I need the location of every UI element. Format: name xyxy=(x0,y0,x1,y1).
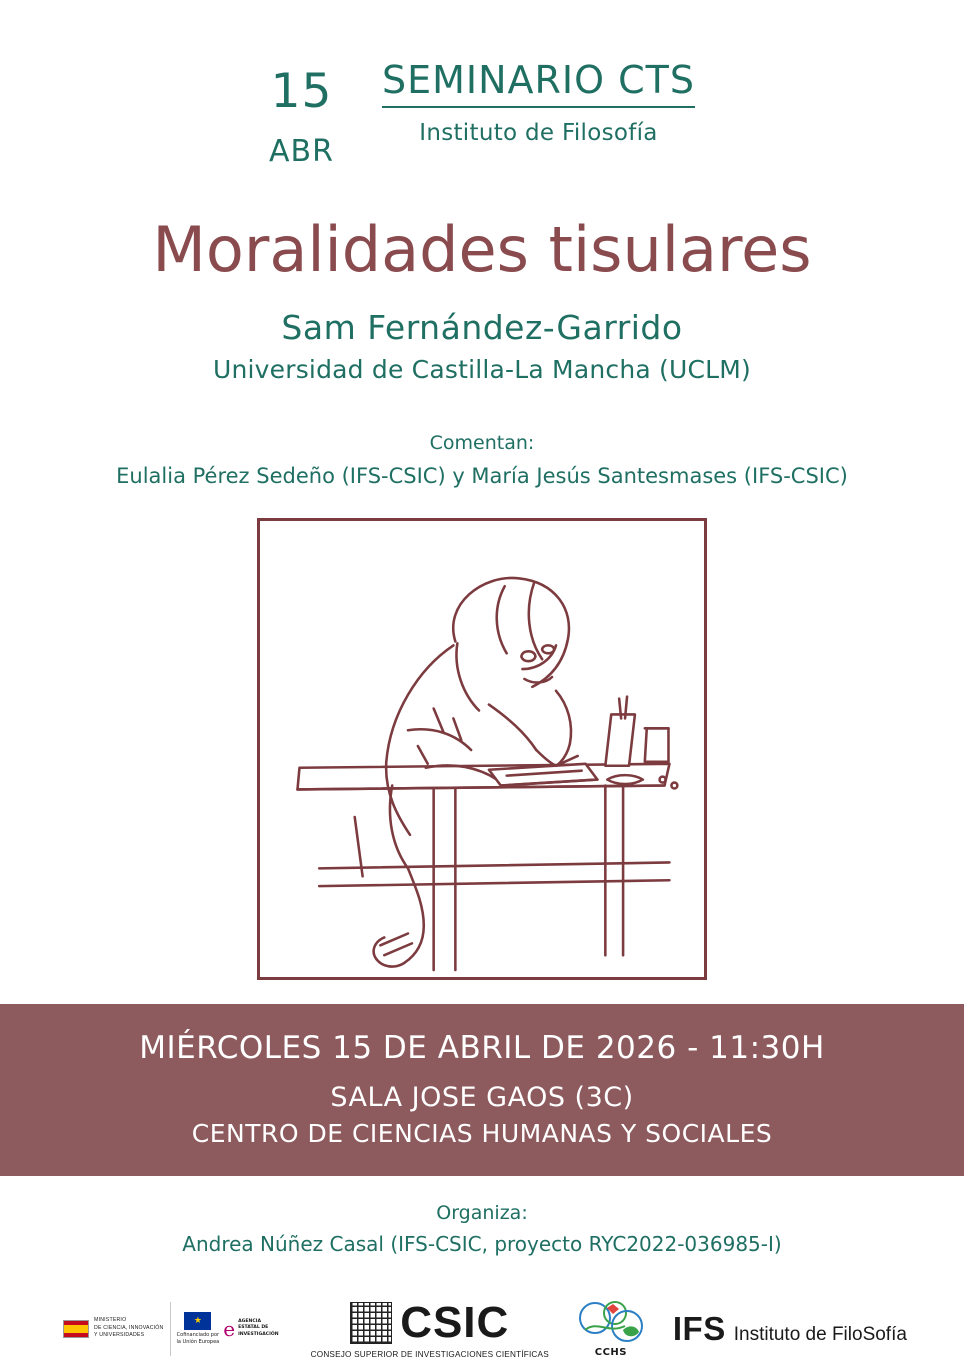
cchs-subtitle: CCHS xyxy=(594,1346,627,1358)
aei-logo xyxy=(223,1316,279,1341)
eu-line2: la Unión Europea xyxy=(176,1338,220,1345)
event-date-day: 15 xyxy=(270,64,333,119)
organiser-name: Andrea Núñez Casal (IFS-CSIC, proyecto RYC2022-036985-I) xyxy=(182,1232,782,1256)
aei-line1: AGENCIA xyxy=(238,1318,262,1324)
poster-header xyxy=(0,0,964,167)
speaker-name: Sam Fernández-Garrido xyxy=(281,308,683,347)
eu-flag-icon xyxy=(184,1312,211,1330)
eu-line1: Cofinanciado por xyxy=(176,1331,220,1338)
ifs-wordmark: IFS xyxy=(672,1309,726,1347)
person-writing-illustration xyxy=(260,521,704,977)
page-title: Moralidades tisulares xyxy=(152,213,812,286)
csic-wordmark: CSIC xyxy=(400,1298,510,1347)
seminar-title: SEMINARIO CTS xyxy=(382,58,695,108)
ifs-logo xyxy=(673,1310,907,1348)
event-center: CENTRO DE CIENCIAS HUMANAS Y SOCIALES xyxy=(191,1119,773,1148)
spain-flag-icon xyxy=(63,1320,89,1338)
csic-logo xyxy=(311,1298,549,1359)
illustration-wrap xyxy=(0,518,964,980)
seminar-subtitle: Instituto de Filosofía xyxy=(419,120,658,146)
logo-strip xyxy=(0,1298,964,1359)
ministry-line3: Y UNIVERSIDADES xyxy=(94,1332,145,1339)
discussants-label: Comentan: xyxy=(429,432,535,454)
illustration-frame xyxy=(257,518,707,980)
speaker-affiliation: Universidad de Castilla-La Mancha (UCLM) xyxy=(212,355,752,384)
event-datetime: MIÉRCOLES 15 DE ABRIL DE 2026 - 11:30H xyxy=(139,1030,825,1066)
seminar-block xyxy=(382,58,695,146)
event-date-month: ABR xyxy=(269,134,334,169)
ministry-line1: MINISTERIO xyxy=(94,1316,127,1323)
event-room: SALA JOSE GAOS (3C) xyxy=(330,1082,634,1113)
aei-line2: ESTATAL DE xyxy=(238,1325,269,1331)
ministry-eu-logo xyxy=(57,1302,285,1356)
csic-mark-icon xyxy=(350,1302,392,1344)
cchs-logo xyxy=(575,1300,647,1358)
organiser-label: Organiza: xyxy=(436,1202,528,1224)
discussants-names: Eulalia Pérez Sedeño (IFS-CSIC) y María Jesús Santesmases (IFS-CSIC) xyxy=(116,464,848,488)
cchs-mark-icon xyxy=(575,1300,647,1346)
event-details-band xyxy=(0,1004,964,1176)
event-date-block xyxy=(269,58,334,167)
eu-flag-block xyxy=(177,1312,220,1346)
ifs-subtitle: Instituto de FiloSofía xyxy=(733,1323,907,1345)
csic-subtitle: CONSEJO SUPERIOR DE INVESTIGACIONES CIENTÍFICAS xyxy=(310,1350,549,1359)
aei-mark-icon: e xyxy=(223,1316,236,1341)
ministry-logo xyxy=(57,1302,170,1356)
ministry-line2: DE CIENCIA, INNOVACIÓN xyxy=(94,1324,164,1331)
eu-aei-logo xyxy=(171,1302,285,1356)
aei-line3: INVESTIGACIÓN xyxy=(238,1331,279,1337)
